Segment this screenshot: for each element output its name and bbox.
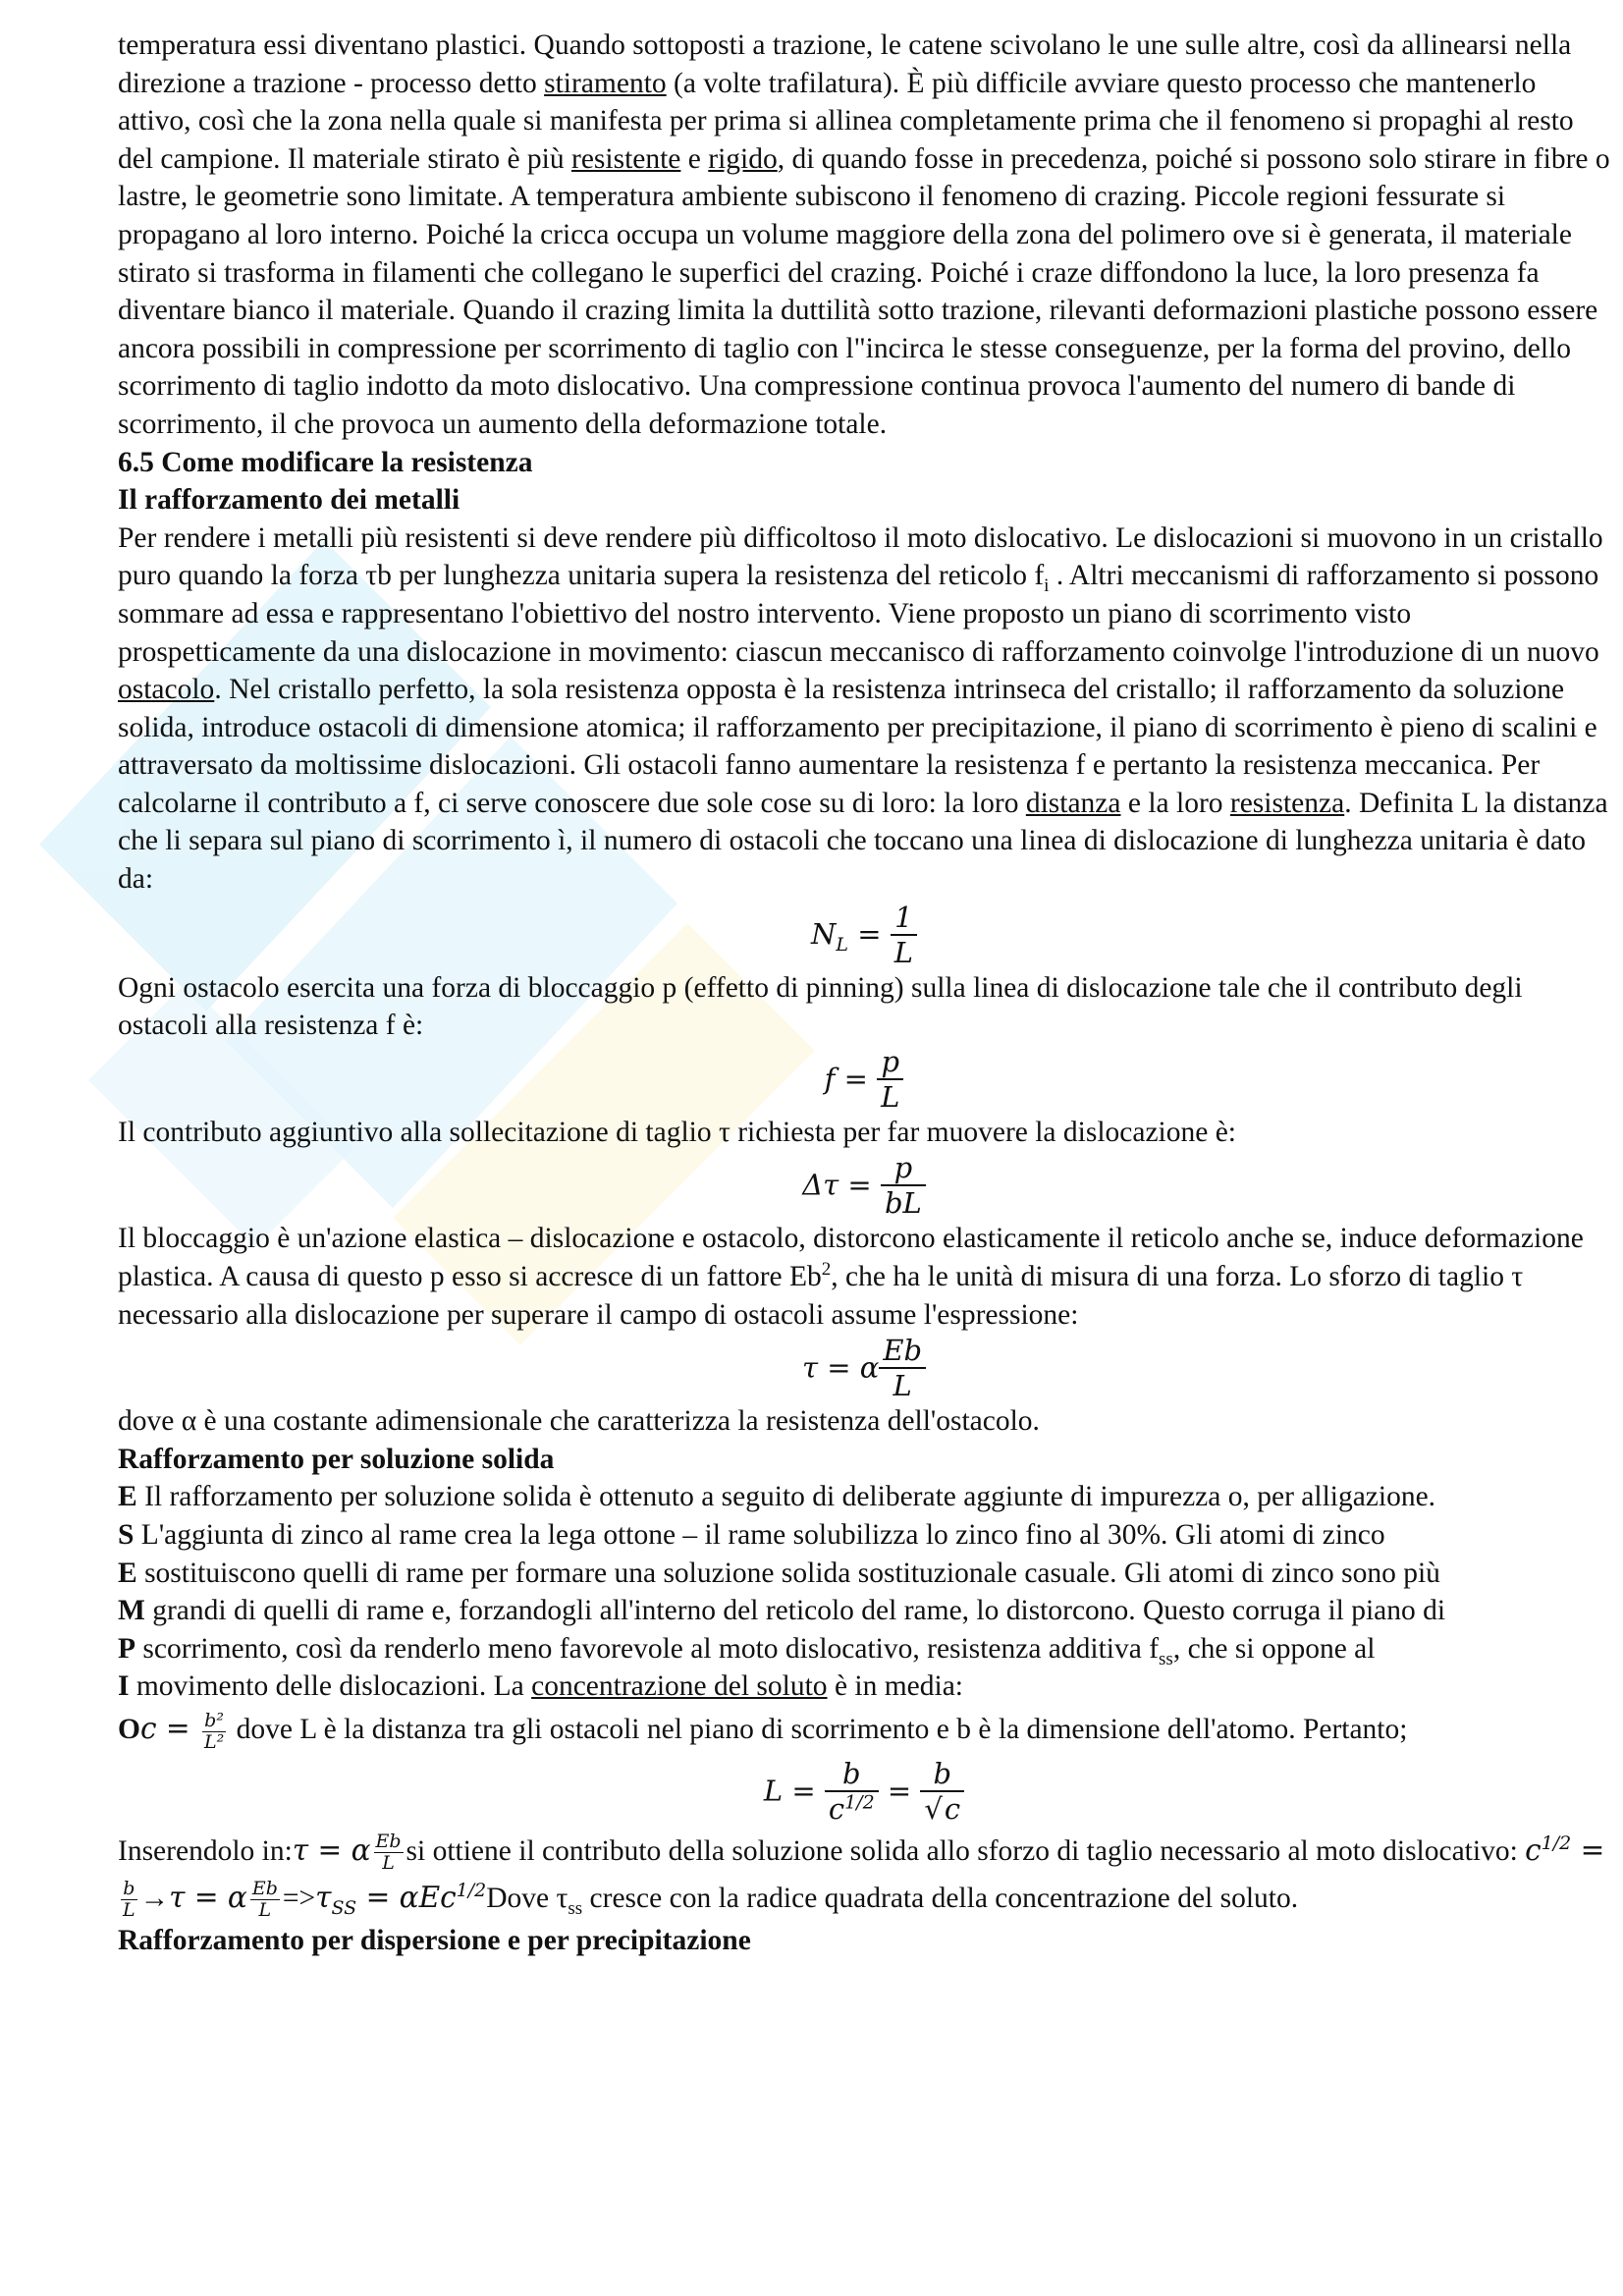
underlined-term: concentrazione del soluto	[531, 1670, 828, 1703]
section-heading: 6.5 Come modificare la resistenza	[118, 446, 533, 478]
equation-tau: τ = α $\frac{Eb}{L}$	[118, 1334, 1610, 1402]
equation-l: L = $\frac{b}{c^{1/2}}$ = $\frac{b}{√c}$	[118, 1757, 1610, 1826]
underlined-term: distanza	[1025, 787, 1121, 819]
paragraph-inserendo: Inserendolo in:τ = α $\frac{Eb}{L}$ si ottiene il contributo della soluzione solida allo sforzo di taglio necessario al moto dislocativo: $c^{1/2}$ = $\frac{b}{L}$ →τ = α $\frac{Eb}{L}$ $=>\tau_{SS}$ = αEc$^{1/2}$Dove $\tau_{ss}$ cresce con la radice quadrata della concentrazione del soluto.	[118, 1831, 1605, 1922]
paragraph-contributo: Il contributo aggiuntivo alla sollecitazione di taglio τ richiesta per far muovere la dislocazione è:	[118, 1116, 1237, 1148]
esempio-line: S L'aggiunta di zinco al rame crea la lega ottone – il rame solubilizza lo zinco fino al 30%. Gli atomi di zinco	[118, 1519, 1385, 1551]
esempio-line: I movimento delle dislocazioni. La concentrazione del soluto è in media:	[118, 1670, 964, 1703]
underlined-term: resistente	[571, 142, 681, 175]
paragraph-bloccaggio: Il bloccaggio è un'azione elastica – dislocazione e ostacolo, distorcono elasticamente il reticolo anche se, induce deformazione plastica. A causa di questo p esso si accresce di un fattore Eb$^2$, che ha le unità di misura di una forza. Lo sforzo di taglio τ necessario alla dislocazione per superare il campo di ostacoli assume l'espressione:	[118, 1223, 1584, 1331]
underlined-term: ostacolo	[118, 674, 215, 706]
esempio-line: E sostituiscono quelli di rame per formare una soluzione solida sostituzionale casuale. Gli atomi di zinco sono più	[118, 1557, 1440, 1589]
equation-delta-tau: Δτ = $\frac{p}{bL}$	[118, 1151, 1610, 1220]
paragraph-alpha: dove α è una costante adimensionale che caratterizza la resistenza dell'ostacolo.	[118, 1405, 1040, 1438]
esempio-line: M grandi di quelli di rame e, forzandogli all'interno del reticolo del rame, lo distorcono. Questo corruga il piano di	[118, 1595, 1446, 1627]
paragraph-pinning: Ogni ostacolo esercita una forza di bloccaggio p (effetto di pinning) sulla linea di dislocazione tale che il contributo degli ostacoli alla resistenza f è:	[118, 971, 1523, 1042]
subsection-heading: Rafforzamento per soluzione solida	[118, 1443, 555, 1475]
underlined-term: resistenza	[1229, 787, 1345, 819]
paragraph-stiramento: temperatura essi diventano plastici. Quando sottoposti a trazione, le catene scivolano le une sulle altre, così da allinearsi nella direzione a trazione - processo detto stiramento (a volte trafilatura). È più difficile avviare questo processo che mantenerlo attivo, così che la zona nella quale si manifesta per prima si allinea completamente prima che il fenomeno si propaghi al resto del campione. Il materiale stirato è più resistente e rigido, di quando fosse in precedenza, poiché si possono solo stirare in fibre o lastre, le geometrie sono limitate. A temperatura ambiente subiscono il fenomeno di crazing. Piccole regioni fessurate si propagano al loro interno. Poiché la cricca occupa un volume maggiore della zona del polimero ove si è generata, il materiale stirato si trasforma in filamenti che collegano le superfici del crazing. Poiché i craze diffondono la luce, la loro presenza fa diventare bianco il materiale. Quando il crazing limita la duttilità sotto trazione, rilevanti deformazioni plastiche possono essere ancora possibili in compressione per scorrimento di taglio con l"incirca le stesse conseguenze, per la forma del provino, dello scorrimento di taglio indotto da moto dislocativo. Una compressione continua provoca l'aumento del numero di bande di scorrimento, il che provoca un aumento della deformazione totale.	[118, 29, 1610, 440]
esempio-line: P scorrimento, così da renderlo meno favorevole al moto dislocativo, resistenza additiva $f_{ss}$, che si oppone al	[118, 1632, 1376, 1669]
underlined-term: rigido	[708, 142, 778, 175]
paragraph-rafforzamento: Per rendere i metalli più resistenti si deve rendere più difficoltoso il moto dislocativo. Le dislocazioni si muovono in un cristallo puro quando la forza τb per lunghezza unitaria supera la resistenza del reticolo $f_i$ . Altri meccanismi di rafforzamento si possono sommare ad essa e rappresentano l'obiettivo del nostro intervento. Viene proposto un piano di scorrimento visto prospetticamente da una dislocazione in movimento: ciascun meccanisco di rafforzamento coinvolge l'introduzione di un nuovo ostacolo. Nel cristallo perfetto, la sola resistenza opposta è la resistenza intrinseca del cristallo; il rafforzamento da soluzione solida, introduce ostacoli di dimensione atomica; il rafforzamento per precipitazione, il piano di scorrimento è pieno di scalini e attraversato da moltissime dislocazioni. Gli ostacoli fanno aumentare la resistenza f e pertanto la resistenza meccanica. Per calcolarne il contributo a f, ci serve conoscere due sole cose su di loro: la loro distanza e la loro resistenza. Definita L la distanza che li separa sul piano di scorrimento ì, il numero di ostacoli che toccano una linea di dislocazione di lunghezza unitaria è dato da:	[118, 521, 1608, 896]
equation-nl: $N_L$ = $\frac{1}{L}$	[118, 901, 1610, 969]
subsection-heading: Rafforzamento per dispersione e per precipitazione	[118, 1924, 751, 1956]
underlined-term: stiramento	[544, 67, 667, 99]
esempio-line: Oc = $\frac{\text{b²}}{\text{L²}}$ dove L è la distanza tra gli ostacoli nel piano di scorrimento e b è la dimensione dell'atomo. Pertanto;	[118, 1709, 1408, 1753]
subsection-heading: Il rafforzamento dei metalli	[118, 484, 460, 517]
esempio-line: E Il rafforzamento per soluzione solida è ottenuto a seguito di deliberate aggiunte di impurezza o, per alligazione.	[118, 1481, 1436, 1513]
equation-f: f = $\frac{p}{L}$	[118, 1045, 1610, 1114]
document-body	[118, 27, 1610, 1959]
